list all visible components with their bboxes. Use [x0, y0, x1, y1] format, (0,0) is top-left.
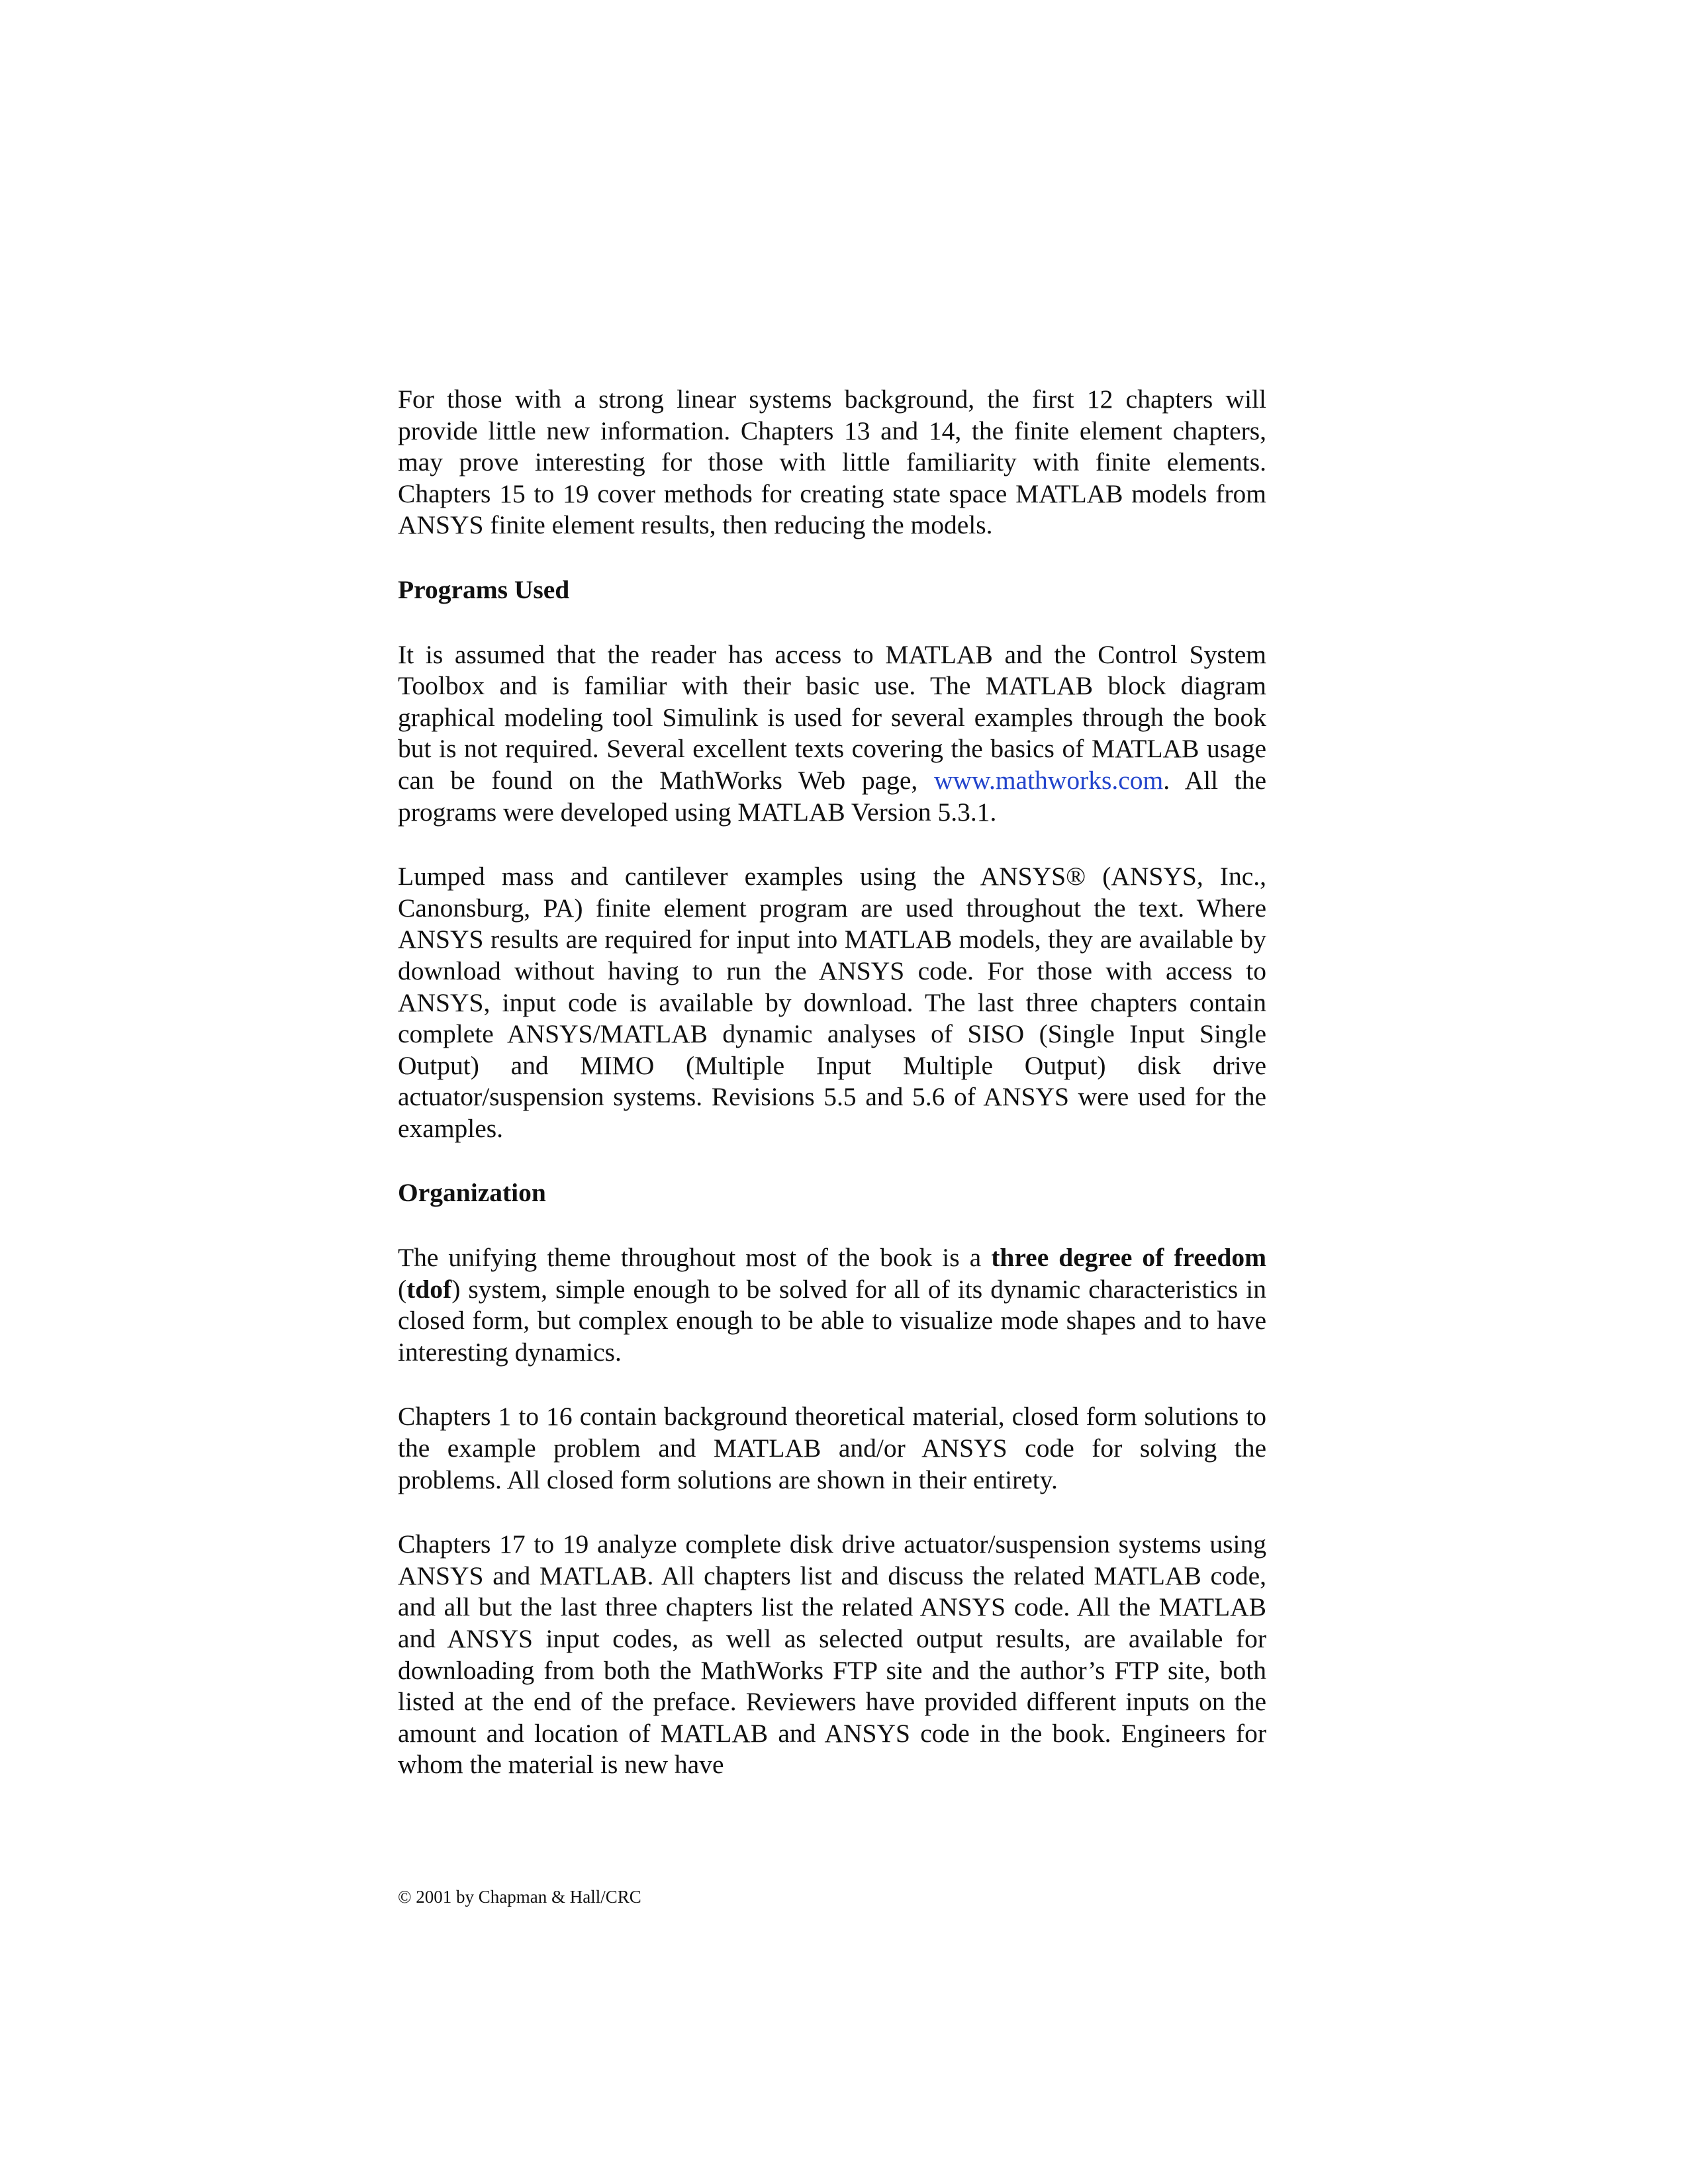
- page-body: [398, 384, 1266, 1814]
- programs-used-heading: Programs Used: [398, 574, 570, 604]
- chapters-1-16-paragraph: Chapters 1 to 16 contain background theoretical material, closed form solutions to the example problem and MATLAB and/or ANSYS code for solving the problems. All closed form solutions are shown in their entirety.: [398, 1402, 1266, 1494]
- ansys-paragraph: Lumped mass and cantilever examples using the ANSYS® (ANSYS, Inc., Canonsburg, PA) finite element program are used throughout the text. Where ANSYS results are required for input into MATLAB models, they are available by download without having to run the ANSYS code. For those with access to ANSYS, input code is available by download. The last three chapters contain complete ANSYS/MATLAB dynamic analyses of SISO (Single Input Single Output) and MIMO (Multiple Input Multiple Output) disk drive actuator/suspension systems. Revisions 5.5 and 5.6 of ANSYS were used for the examples.: [398, 862, 1266, 1143]
- theme-text-c: ) system, simple enough to be solved for all of its dynamic characteristics in closed form, but complex enough to be able to visualize mode shapes and to have interesting dynamics.: [398, 1274, 1266, 1367]
- copyright-footer: © 2001 by Chapman & Hall/CRC: [398, 1887, 641, 1907]
- unifying-theme-paragraph: [398, 1242, 1266, 1368]
- programs-paragraph: [398, 639, 1266, 829]
- chapters-17-19-paragraph: Chapters 17 to 19 analyze complete disk drive actuator/suspension systems using ANSYS and MATLAB. All chapters list and discuss the related MATLAB code, and all but the last three chapters list the related ANSYS code. All the MATLAB and ANSYS input codes, as well as selected output results, are available for downloading from both the MathWorks FTP site and the author’s FTP site, both listed at the end of the preface. Reviewers have provided different inputs on the amount and location of MATLAB and ANSYS code in the book. Engineers for whom the material is new have: [398, 1529, 1266, 1780]
- theme-bold-tdof: tdof: [406, 1274, 452, 1304]
- theme-text-b: (: [398, 1274, 407, 1304]
- programs-text-start: It is assumed that the reader has access to MATLAB and the Control System Toolbox and is familiar with their basic use. The MATLAB block diagram graphical modeling tool Simulink is used for several examples through the book but is not required. Several excellent texts covering the basics of MATLAB usage can be found on the MathWorks Web page,: [398, 639, 1266, 795]
- programs-text-end: . All the programs were developed using MATLAB Version 5.3.1.: [398, 765, 1266, 827]
- intro-paragraph: For those with a strong linear systems background, the first 12 chapters will provide little new information. Chapters 13 and 14, the finite element chapters, may prove interesting for those with little familiarity with finite elements. Chapters 15 to 19 cover methods for creating state space MATLAB models from ANSYS finite element results, then reducing the models.: [398, 385, 1266, 540]
- organization-heading: Organization: [398, 1178, 546, 1208]
- mathworks-link[interactable]: www.mathworks.com: [933, 765, 1164, 795]
- theme-text-a: The unifying theme throughout most of the book is a: [398, 1243, 992, 1273]
- theme-bold-tdof-full: three degree of freedom: [991, 1243, 1266, 1273]
